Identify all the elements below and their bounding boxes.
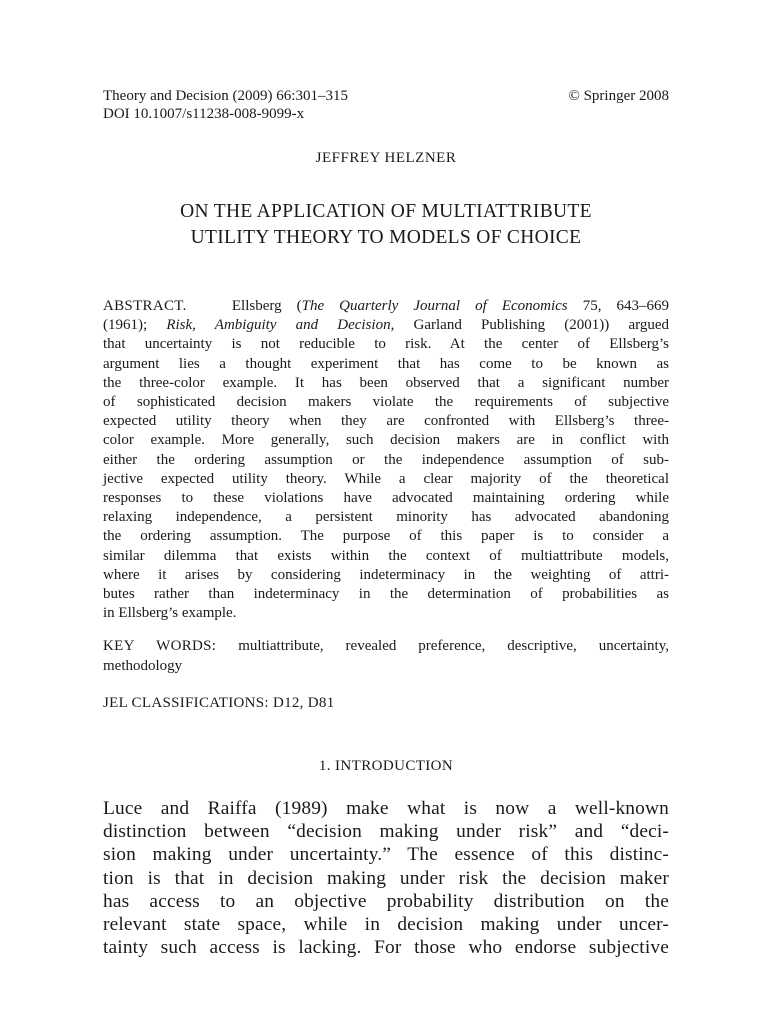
introduction-paragraph [103, 797, 669, 959]
abstract-line: of sophisticated decision makers violate the requirements of subjective [103, 394, 669, 411]
body-line: relevant state space, while in decision making under uncer- [103, 914, 669, 936]
abstract-text: (1961); [103, 317, 167, 334]
jel-classifications [103, 694, 669, 713]
abstract-line: that uncertainty is not reducible to risk. At the center of Ellsberg’s [103, 336, 669, 353]
abstract-text: 75, 643–669 [567, 298, 670, 314]
abstract-text: Ellsberg ( [231, 298, 302, 314]
section-heading: 1. INTRODUCTION [318, 758, 454, 775]
doi: DOI 10.1007/s11238-008-9099-x [103, 106, 305, 122]
paper-page [103, 87, 669, 959]
abstract-line: either the ordering assumption or the independence assumption of sub- [103, 451, 669, 468]
title-line: UTILITY THEORY TO MODELS OF CHOICE [190, 227, 582, 248]
keywords-line [103, 637, 669, 656]
keywords-line: methodology [103, 657, 183, 674]
journal-name: The Quarterly Journal of Economics [301, 298, 568, 314]
abstract-text: , Garland Publishing (2001)) argued [390, 317, 669, 334]
abstract-line: relaxing independence, a persistent minority has advocated abandoning [103, 509, 669, 526]
body-line: sion making under uncertainty.” The essence of this distinc- [103, 844, 669, 866]
abstract-line: color example. More generally, such decision makers are in conflict with [103, 432, 669, 449]
body-line: Luce and Raiffa (1989) make what is now a well-known [103, 798, 669, 820]
abstract-line [103, 316, 669, 335]
journal-citation: Theory and Decision (2009) 66:301–315 [103, 88, 348, 104]
keywords-label: KEY WORDS: [103, 638, 217, 655]
jel-label: JEL CLASSIFICATIONS: [103, 694, 269, 711]
key-words [103, 637, 669, 675]
keywords-text: multiattribute, revealed preference, descriptive, uncertainty, [216, 638, 669, 655]
paper-title [103, 199, 669, 251]
copyright-notice: © Springer 2008 [568, 88, 669, 104]
abstract [103, 297, 669, 623]
abstract-line: argument lies a thought experiment that has come to be known as [103, 355, 669, 372]
abstract-label: ABSTRACT. [103, 298, 187, 314]
jel-codes: D12, D81 [268, 694, 335, 711]
abstract-line: the ordering assumption. The purpose of this paper is to consider a [103, 528, 669, 545]
abstract-line: where it arises by considering indeterminacy in the weighting of attri- [103, 566, 669, 583]
abstract-line: the three-color example. It has been observed that a significant number [103, 374, 669, 391]
body-line: distinction between “decision making under risk” and “deci- [103, 821, 669, 843]
abstract-line: jective expected utility theory. While a clear majority of the theoretical [103, 470, 669, 487]
body-line: tion is that in decision making under risk the decision maker [103, 867, 669, 889]
body-line: tainty such access is lacking. For those who endorse subjective [103, 937, 669, 959]
book-title: Risk, Ambiguity and Decision [166, 317, 391, 334]
author-name: JEFFREY HELZNER [315, 150, 457, 166]
abstract-line: responses to these violations have advocated maintaining ordering while [103, 490, 669, 507]
abstract-line: expected utility theory when they are confronted with Ellsberg’s three- [103, 413, 669, 430]
title-line: ON THE APPLICATION OF MULTIATTRIBUTE [180, 201, 592, 222]
abstract-line [103, 297, 669, 316]
body-line: has access to an objective probability distribution on the [103, 890, 669, 912]
abstract-line: butes rather than indeterminacy in the determination of probabilities as [103, 586, 669, 603]
abstract-line: in Ellsberg’s example. [103, 605, 237, 622]
running-header [103, 87, 669, 105]
abstract-line: similar dilemma that exists within the context of multiattribute models, [103, 547, 669, 564]
